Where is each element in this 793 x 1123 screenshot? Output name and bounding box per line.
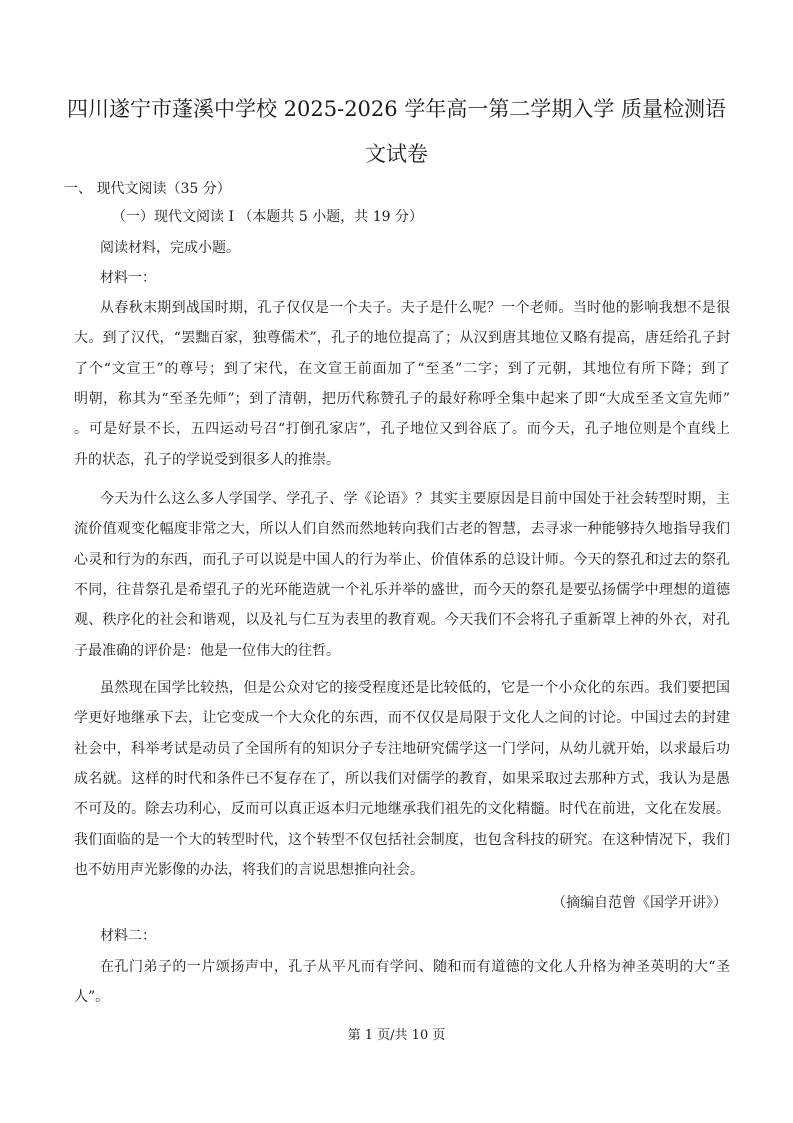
paragraph-1-line-3: 了个“文宣王”的尊号；到了宋代，在文宣王前面加了“至圣”二字；到了元朝，其地位有所下降；到了 (74, 361, 730, 377)
source-citation: （摘编自范曾《国学开讲》） (552, 895, 727, 911)
paragraph-1-line-5: 。可是好景不长，五四运动号召“打倒孔家店”，孔子地位又到谷底了。而今天，孔子地位则是个直线上 (74, 421, 730, 437)
subsection-heading: （一）现代文阅读 I （本题共 5 小题，共 19 分） (112, 209, 423, 225)
paragraph-2-line-1: 今天为什么这么多人学国学、学孔子、学《论语》？其实主要原因是目前中国处于社会转型时期，主 (100, 491, 730, 507)
paragraph-1-line-4: 明朝，称其为“至圣先师”；到了清朝，把历代称赞孔子的最好称呼全集中起来了即“大成至圣文宣先师” (74, 391, 730, 407)
page-footer: 第 1 页/共 10 页 (347, 1028, 446, 1043)
paragraph-3-line-4: 成名就。这样的时代和条件已不复存在了，所以我们对儒学的教育，如果采取过去那种方式，我认为是愚 (74, 771, 730, 787)
paragraph-3-line-5: 不可及的。除去功利心，反而可以真正返本归元地继承我们祖先的文化精髓。时代在前进，文化在发展。 (74, 801, 730, 817)
paragraph-4-line-2: 人”。 (74, 989, 110, 1005)
paragraph-2-line-4: 不同，往昔祭孔是希望孔子的光环能造就一个礼乐并举的盛世，而今天的祭孔是要弘扬儒学中理想的道德 (74, 582, 730, 598)
paragraph-3-line-2: 学更好地继承下去，让它变成一个大众化的东西，而不仅仅是局限于文化人之间的讨论。中国过去的封建 (74, 710, 730, 726)
paragraph-1-line-6: 升的状态，孔子的学说受到很多人的推崇。 (74, 452, 340, 468)
paragraph-3-line-7: 也不妨用声光影像的办法，将我们的言说思想推向社会。 (74, 862, 424, 878)
material-one-label: 材料一： (100, 270, 156, 286)
paragraph-2-line-2: 流价值观变化幅度非常之大，所以人们自然而然地转向我们古老的智慧，去寻求一种能够持久地指导我们 (74, 521, 730, 537)
paragraph-2-line-6: 子最准确的评价是：他是一位伟大的往哲。 (74, 643, 340, 659)
paragraph-2-line-5: 观、秩序化的社会和谐观，以及礼与仁互为表里的教育观。今天我们不会将孔子重新罩上神的外衣，对孔 (74, 612, 730, 628)
paragraph-1-line-1: 从春秋末期到战国时期，孔子仅仅是一个夫子。夫子是什么呢？一个老师。当时他的影响我想不是很 (100, 300, 730, 316)
paragraph-2-line-3: 心灵和行为的东西，而孔子可以说是中国人的行为举止、价值体系的总设计师。今天的祭孔和过去的祭孔 (74, 552, 730, 568)
document-title-line-2: 文试卷 (365, 142, 428, 166)
material-two-label: 材料二： (100, 928, 156, 944)
section-heading: 一、 现代文阅读（35 分） (64, 181, 231, 197)
paragraph-3-line-6: 我们面临的是一个大的转型时代，这个转型不仅包括社会制度，也包含科技的研究。在这种情况下，我们 (74, 832, 730, 848)
paragraph-3-line-3: 社会中，科举考试是动员了全国所有的知识分子专注地研究儒学这一门学问，从幼儿就开始，以求最后功 (74, 741, 730, 757)
instruction-text: 阅读材料，完成小题。 (100, 240, 240, 256)
paragraph-1-line-2: 大。到了汉代，“罢黜百家，独尊儒术”，孔子的地位提高了；从汉到唐其地位又略有提高，唐廷给孔子封 (74, 330, 730, 346)
paragraph-4-line-1: 在孔门弟子的一片颂扬声中，孔子从平凡而有学问、随和而有道德的文化人升格为神圣英明的大“圣 (100, 959, 730, 975)
paragraph-3-line-1: 虽然现在国学比较热，但是公众对它的接受程度还是比较低的，它是一个小众化的东西。我们要把国 (100, 680, 730, 696)
document-title-line-1: 四川遂宁市蓬溪中学校 2025-2026 学年高一第二学期入学 质量检测语 (66, 97, 726, 121)
